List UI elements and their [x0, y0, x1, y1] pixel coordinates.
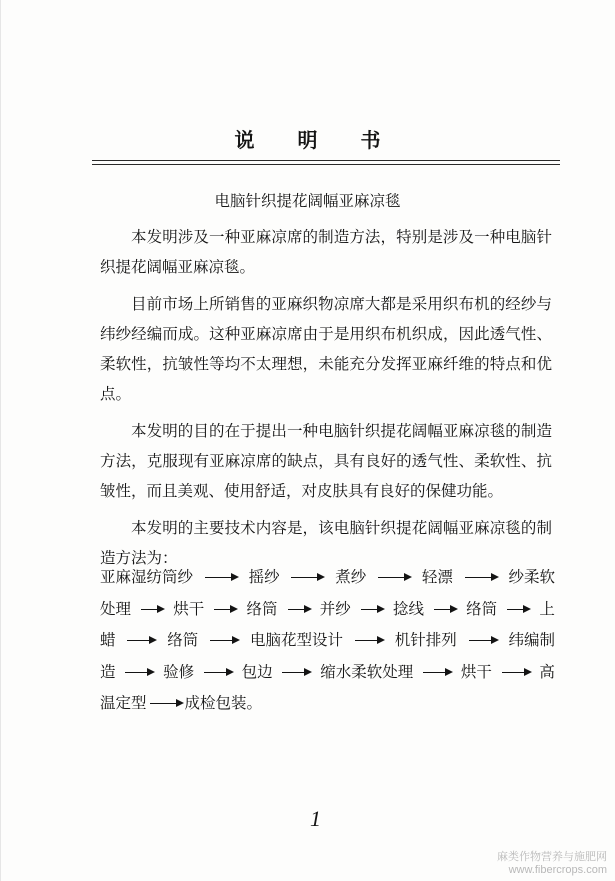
- flow-step: 温定型: [100, 694, 147, 712]
- arrow-right-icon: [434, 609, 456, 610]
- invention-title: 电脑针织提花阔幅亚麻凉毯: [214, 192, 401, 210]
- watermark-url: www.fibercrops.com: [508, 864, 607, 876]
- arrow-right-icon: [125, 672, 153, 673]
- flow-step: 机针排列: [394, 631, 457, 649]
- arrow-right-icon: [127, 640, 155, 641]
- flow-line-1: [100, 562, 555, 594]
- flow-step: 处理: [100, 599, 132, 618]
- flow-step: 络筒: [167, 631, 199, 649]
- process-flow: [100, 562, 555, 720]
- flow-step: 烘干: [173, 599, 205, 618]
- arrow-right-icon: [423, 672, 451, 673]
- flow-step: 包边: [241, 662, 273, 681]
- flow-step: 电脑花型设计: [249, 631, 343, 649]
- flow-step: 捻线: [392, 599, 424, 618]
- flow-step: 络筒: [246, 599, 278, 618]
- flow-step: 并纱: [319, 599, 351, 618]
- arrow-right-icon: [141, 609, 163, 610]
- arrow-right-icon: [469, 640, 497, 641]
- flow-line-4: [100, 657, 555, 689]
- arrow-right-icon: [210, 640, 238, 641]
- arrow-right-icon: [355, 640, 383, 641]
- arrow-right-icon: [378, 577, 410, 578]
- flow-line-3: [100, 625, 555, 657]
- heading-rule-bottom: [92, 164, 560, 165]
- description-body: [100, 222, 552, 580]
- paragraph-field: 本发明涉及一种亚麻凉席的制造方法，特别是涉及一种电脑针织提花阔幅亚麻凉毯。: [100, 228, 552, 276]
- flow-step: 缩水柔软处理: [320, 662, 414, 681]
- flow-line-5: [100, 688, 555, 720]
- flow-step: 摇纱: [248, 568, 280, 586]
- flow-step: 造: [100, 662, 116, 681]
- page-number: 1: [310, 806, 321, 831]
- arrow-right-icon: [204, 672, 232, 673]
- flow-line-2: [100, 594, 555, 626]
- flow-step: 上: [539, 599, 555, 618]
- flow-step: 煮纱: [335, 568, 367, 586]
- heading-rule-top: [92, 160, 560, 161]
- flow-step: 轻漂: [421, 568, 453, 586]
- arrow-right-icon: [291, 577, 323, 578]
- arrow-right-icon: [150, 703, 182, 704]
- arrow-right-icon: [214, 609, 236, 610]
- flow-step: 纬编制: [508, 631, 555, 649]
- arrow-right-icon: [502, 672, 530, 673]
- site-watermark: [497, 851, 607, 877]
- arrow-right-icon: [205, 577, 237, 578]
- flow-step: 烘干: [460, 662, 492, 681]
- flow-step: 成检包装。: [184, 694, 263, 712]
- flow-step: 亚麻湿纺筒纱: [100, 568, 194, 586]
- paragraph-background: 目前市场上所销售的亚麻织物凉席大都是采用织布机的经纱与纬纱经编而成。这种亚麻凉席由于是用织布机织成，因此透气性、柔软性，抗皱性等均不太理想，未能充分发挥亚麻纤维的特点和优点。: [100, 295, 552, 403]
- flow-step: 高: [539, 662, 555, 681]
- arrow-right-icon: [507, 609, 529, 610]
- flow-step: 验修: [163, 662, 195, 681]
- flow-step: 络筒: [466, 599, 498, 618]
- document-heading: 说 明 书: [234, 128, 399, 152]
- arrow-right-icon: [288, 609, 310, 610]
- arrow-right-icon: [282, 672, 310, 673]
- flow-step: 蜡: [100, 631, 116, 649]
- flow-step: 纱柔软: [508, 568, 555, 586]
- paragraph-purpose: 本发明的目的在于提出一种电脑针织提花阔幅亚麻凉毯的制造方法，克服现有亚麻凉席的缺点，具有良好的透气性、柔软性、抗皱性，而且美观、使用舒适，对皮肤具有良好的保健功能。: [100, 422, 552, 500]
- arrow-right-icon: [361, 609, 383, 610]
- watermark-site-name: 麻类作物营养与施肥网: [497, 851, 607, 863]
- arrow-right-icon: [465, 577, 497, 578]
- paragraph-technical-content: 本发明的主要技术内容是，该电脑针织提花阔幅亚麻凉毯的制造方法为：: [100, 519, 552, 567]
